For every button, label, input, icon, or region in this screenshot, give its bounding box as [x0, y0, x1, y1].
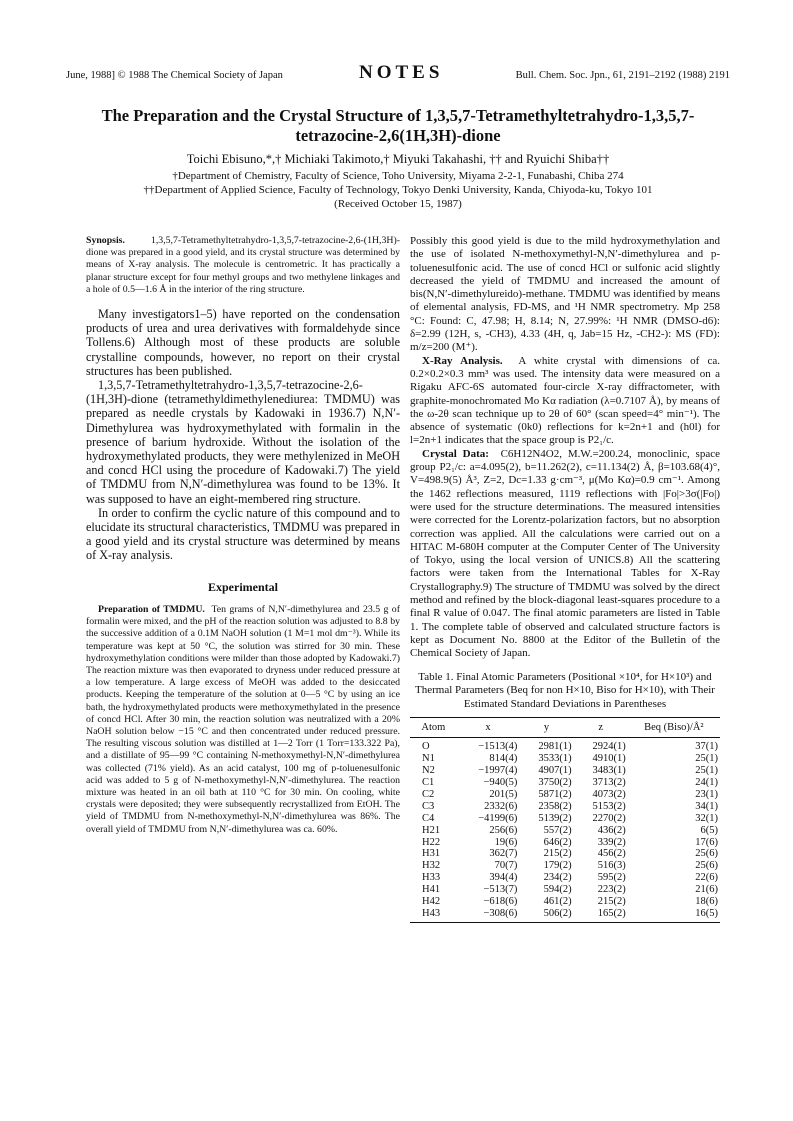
- table-row: [410, 738, 720, 753]
- table-cell: −308(6): [457, 908, 520, 922]
- table-cell: 256(6): [489, 824, 518, 836]
- table-cell: 2924(1): [592, 741, 626, 753]
- table-cell: −1513(4): [478, 741, 518, 753]
- table-cell: 3750(2): [538, 777, 572, 789]
- table-cell: 24(1): [695, 777, 718, 789]
- experimental-heading: Experimental: [208, 579, 278, 594]
- table-row: [410, 860, 720, 872]
- table-cell: 516(3): [597, 860, 626, 872]
- table-row: [410, 813, 720, 825]
- intro-paragraph-3: In order to confirm the cyclic nature of this compound and to elucidate its structural characteristics, TMDMU was prepared in a good yield and its crystal structure was determined by means of X-ray analysis.: [86, 505, 400, 563]
- table-cell: 32(1): [695, 812, 718, 824]
- atom-label-cell: C4: [422, 812, 435, 824]
- affiliation-tokyo-denki: ††Department of Applied Science, Faculty of Technology, Tokyo Denki University, Kanda, Chiyoda-ku, Tokyo 101: [143, 184, 653, 196]
- header-z: z: [574, 718, 628, 738]
- table-caption: Table 1. Final Atomic Parameters (Positional ×10⁴, for H×10³) and Thermal Parameters (Beq for non H×10, Biso for H×10), with Their Estimated Standard Deviations in Parentheses: [415, 670, 715, 710]
- table-row: [410, 825, 720, 837]
- table-cell: 215(2): [597, 896, 626, 908]
- table-cell: 2358(2): [538, 800, 572, 812]
- header-beq: Beq (Biso)/Å²: [628, 718, 720, 738]
- crystal-data-label: Crystal Data:: [422, 447, 489, 460]
- table-header-row: [410, 718, 720, 738]
- atom-label-cell: H42: [422, 896, 441, 908]
- crystal-data-paragraph: [410, 448, 720, 661]
- table-cell: 223(2): [597, 884, 626, 896]
- atom-label-cell: C1: [422, 777, 435, 789]
- affiliation-toho: †Department of Chemistry, Faculty of Science, Toho University, Miyama 2-2-1, Funabashi, Chiba 274: [172, 170, 624, 182]
- atomic-parameters-table: [410, 717, 720, 923]
- table-cell: 19(6): [494, 836, 518, 848]
- table-cell: 3483(1): [592, 765, 626, 777]
- atom-label-cell: N1: [422, 753, 435, 765]
- atom-label-cell: H33: [422, 872, 441, 884]
- synopsis: [86, 235, 400, 296]
- table-cell: −940(5): [483, 777, 518, 789]
- table-row: [410, 908, 720, 922]
- right-column: [410, 235, 720, 923]
- table-cell: 362(7): [489, 848, 518, 860]
- table-cell: 4907(1): [538, 765, 572, 777]
- table-row: [410, 884, 720, 896]
- xray-label: X-Ray Analysis.: [422, 354, 503, 367]
- atom-label-cell: H21: [422, 824, 441, 836]
- table-cell: 22(6): [695, 872, 718, 884]
- table-cell: 23(1): [695, 788, 718, 800]
- table-cell: 814(4): [489, 753, 518, 765]
- table-cell: 25(1): [695, 753, 718, 765]
- received-date: (Received October 15, 1987): [334, 198, 462, 210]
- preparation-paragraph: [86, 604, 400, 836]
- table-cell: 506(2): [519, 908, 573, 922]
- table-cell: −1997(4): [478, 765, 518, 777]
- table-row: [410, 801, 720, 813]
- atom-label-cell: H32: [422, 860, 441, 872]
- table-cell: 461(2): [543, 896, 572, 908]
- table-cell: 3533(1): [538, 753, 572, 765]
- table-row: [410, 837, 720, 849]
- header-section-notes: NOTES: [359, 62, 444, 83]
- table-cell: 215(2): [543, 848, 572, 860]
- table-cell: −618(6): [483, 896, 518, 908]
- author-list: Toichi Ebisuno,*,† Michiaki Takimoto,† Miyuki Takahashi, †† and Ryuichi Shiba††: [186, 152, 610, 166]
- table-cell: 16(5): [628, 908, 720, 922]
- intro-paragraph-2: 1,3,5,7-Tetramethyltetrahydro-1,3,5,7-tetrazocine-2,6-(1H,3H)-dione (tetramethyldimethylenediurea: TMDMU) was prepared as needle crystals by Kadowaki in 1936.7) N,N′-Dimethylurea was hydroxymethylated with formalin in the presence of barium hydroxide. Without the isolation of the hydroxymethylated products, they were methylenized in MeOH and concd HCl using the procedure of Kadowaki.7) The yield of TMDMU from N,N′-dimethylurea was found to be 13%. It was supposed to have an eight-membered ring structure.: [86, 378, 400, 506]
- table-cell: 595(2): [597, 872, 626, 884]
- table-cell: 234(2): [543, 872, 572, 884]
- synopsis-text: 1,3,5,7-Tetramethyltetrahydro-1,3,5,7-tetrazocine-2,6-(1H,3H)-dione was prepared in a good yield, and its crystal structure was determined by means of X-ray analysis. The molecule is centrometric. It has practically a planar structure except for four methyl groups and two methylene linkages and a hole of 0.5—1.6 Å in the interior of the ring structure.: [86, 235, 400, 295]
- synopsis-label: Synopsis.: [86, 235, 125, 246]
- table-cell: 456(2): [597, 848, 626, 860]
- table-cell: 5871(2): [538, 788, 572, 800]
- atom-label-cell: H41: [422, 884, 441, 896]
- table-cell: 6(5): [700, 824, 718, 836]
- atom-label-cell: O: [422, 741, 430, 753]
- table-body: [410, 738, 720, 923]
- table-row: [410, 789, 720, 801]
- xray-analysis-paragraph: [410, 355, 720, 448]
- table-cell: 339(2): [597, 836, 626, 848]
- table-row: [410, 765, 720, 777]
- atom-label-cell: H31: [422, 848, 441, 860]
- table-cell: 34(1): [695, 800, 718, 812]
- table-cell: 37(1): [695, 741, 718, 753]
- left-column: [86, 235, 400, 836]
- table-cell: 594(2): [543, 884, 572, 896]
- preparation-text: Ten grams of N,N′-dimethylurea and 23.5 g of formalin were mixed, and the pH of the reaction solution was adjusted to 8.8 by the successive addition of a 0.1M NaOH solution (1 M=1 mol dm⁻³). While its temperature was kept at 50 °C, the solution was stirred for 30 min. These hydroxymethylation conditions were milder than those adopted by Kadowaki.7) The reaction mixture was then evaporated to dryness under reduced pressure at a low temperature. A large excess of MeOH was added to the desiccated products. Keeping the temperature of the solution at 0—5 °C by using an ice bath, the hydroxymethylated products were methoxymethylated in the presence of concd HCl. After 30 min, the reaction solution was neutralized with a 20% NaOH solution below −15 °C and then concentrated under reduced pressure. The resulting viscous solution was distilled at 1—2 Torr (1 Torr=133.322 Pa), and a distillate of 95—99 °C containing N-methoxymethyl-N,N′-dimethylurea was collected (71% yield). As an acid catalyst, 100 mg of p-toluenesulfonic acid was added to 5 g of N-methoxymethyl-N,N′-dimethylurea. The reaction mixture was heated in an oil bath at 110 °C for 30 min. On cooling, white crystals were deposited; they were subsequently recrystallized from EtOH. The yield of TMDMU from N-methoxymethyl-N,N′-dimethylurea was 86%. The overall yield of TMDMU from N,N′-dimethylurea was ca. 60%.: [86, 603, 400, 835]
- table-cell: 2270(2): [592, 812, 626, 824]
- table-cell: 3713(2): [592, 777, 626, 789]
- atom-label-cell: C3: [422, 800, 435, 812]
- table-cell: 17(6): [695, 836, 718, 848]
- table-row: [410, 777, 720, 789]
- table-row: [410, 848, 720, 860]
- table-cell: 436(2): [597, 824, 626, 836]
- table-row: [410, 872, 720, 884]
- table-cell: 25(6): [695, 848, 718, 860]
- atom-label-cell: H22: [422, 836, 441, 848]
- preparation-label: Preparation of TMDMU.: [98, 603, 205, 615]
- table-cell: −4199(6): [478, 812, 518, 824]
- table-cell: 165(2): [574, 908, 628, 922]
- crystal-data-text: C6H12N4O2, M.W.=200.24, monoclinic, space group P2₁/c: a=4.095(2), b=11.262(2), c=11.134(2) Å, β=103.68(4)°, V=498.9(5) Å³, Z=2, Dc=1.33 g·cm⁻³, μ(Mo Kα)=0.9 cm⁻¹. Among the 1462 reflections measured, 1119 reflections with |Fo|>3σ(|Fo|) were used for the structure determinations. The measured intensities were corrected for the Lorentz-polarization factors, but no absorption correction was applied. All the calculations were carried out on a HITAC M-680H computer at the Computer Center of The University of Tokyo, using the local version of UNICS.8) All the scattering factors were taken from the International Tables for X-Ray Crystallography.9) The structure of TMDMU was solved by the direct method and refined by the block-diagonal least-squares procedure to a final R value of 0.047. The final atomic parameters are listed in Table 1. The complete table of observed and calculated structure factors is kept as Document No. 8800 at the Editor of the Bulletin of the Chemical Society of Japan.: [410, 447, 720, 660]
- table-cell: 70(7): [494, 860, 518, 872]
- table-row: [410, 753, 720, 765]
- yield-discussion: Possibly this good yield is due to the mild hydroxymethylation and the use of isolated N-methoxymethyl-N,N′-dimethylurea and p-toluenesulfonic acid. The use of concd HCl or sulfonic acid slightly decreased the yield of TMDMU and increased the amount of bis(N,N′-dimethylureido)-methane. TMDMU was identified by means of elemental analysis, FD-MS, and ¹H NMR spectrometry. Mp 258 °C: Found: C, 47.98; H, 8.14; N, 27.99%: ¹H NMR (DMSO-d6): δ=2.99 (12H, s, -CH3), 4.33 (4H, q, Jab=15 Hz, -CH2-): MS (FD): m/z=200 (M⁺).: [410, 235, 720, 354]
- table-row: [410, 896, 720, 908]
- table-cell: 394(4): [489, 872, 518, 884]
- running-header: [66, 64, 730, 86]
- table-cell: 4073(2): [592, 788, 626, 800]
- header-y: y: [519, 718, 573, 738]
- table-cell: 2981(1): [538, 741, 572, 753]
- atom-label-cell: N2: [422, 765, 435, 777]
- article-title: The Preparation and the Crystal Structure of 1,3,5,7-Tetramethyltetrahydro-1,3,5,7-tetrazocine-2,6(1H,3H)-dione: [101, 106, 695, 145]
- intro-paragraph-1: Many investigators1–5) have reported on the condensation products of urea and urea derivatives with formaldehyde since Tollens.6) Although most of these products are soluble crystalline compounds, however, no report on their crystal structures has been published.: [86, 307, 400, 378]
- table-cell: −513(7): [483, 884, 518, 896]
- table-cell: 2332(6): [484, 800, 518, 812]
- table-cell: 18(6): [695, 896, 718, 908]
- atom-label-cell: C2: [422, 788, 435, 800]
- header-date-copyright: June, 1988] © 1988 The Chemical Society of Japan: [66, 70, 283, 81]
- xray-text: A white crystal with dimensions of ca. 0.2×0.2×0.3 mm³ was used. The intensity data were measured on a Rigaku AFC-6S automated four-circle X-ray diffractometer, with graphite-monochromated Mo Kα radiation (λ=0.7107 Å), by means of the ω-2θ scan technique up to 2θ of 60° (scan speed=4° min⁻¹). The absence of systematic (0k0) reflections for k=2n+1 and (h0l) for l=2n+1 indicates that the space group is P2₁/c.: [410, 354, 720, 447]
- table-cell: 25(1): [695, 765, 718, 777]
- header-x: x: [457, 718, 520, 738]
- table-cell: 201(5): [489, 788, 518, 800]
- atom-label-cell: H43: [410, 908, 457, 922]
- header-atom: Atom: [410, 718, 457, 738]
- table-cell: 21(6): [695, 884, 718, 896]
- table-cell: 4910(1): [592, 753, 626, 765]
- header-journal-citation: Bull. Chem. Soc. Jpn., 61, 2191–2192 (1988) 2191: [515, 70, 730, 81]
- table-cell: 5139(2): [538, 812, 572, 824]
- table-cell: 646(2): [543, 836, 572, 848]
- table-cell: 25(6): [695, 860, 718, 872]
- table-cell: 179(2): [543, 860, 572, 872]
- table-cell: 5153(2): [592, 800, 626, 812]
- table-cell: 557(2): [543, 824, 572, 836]
